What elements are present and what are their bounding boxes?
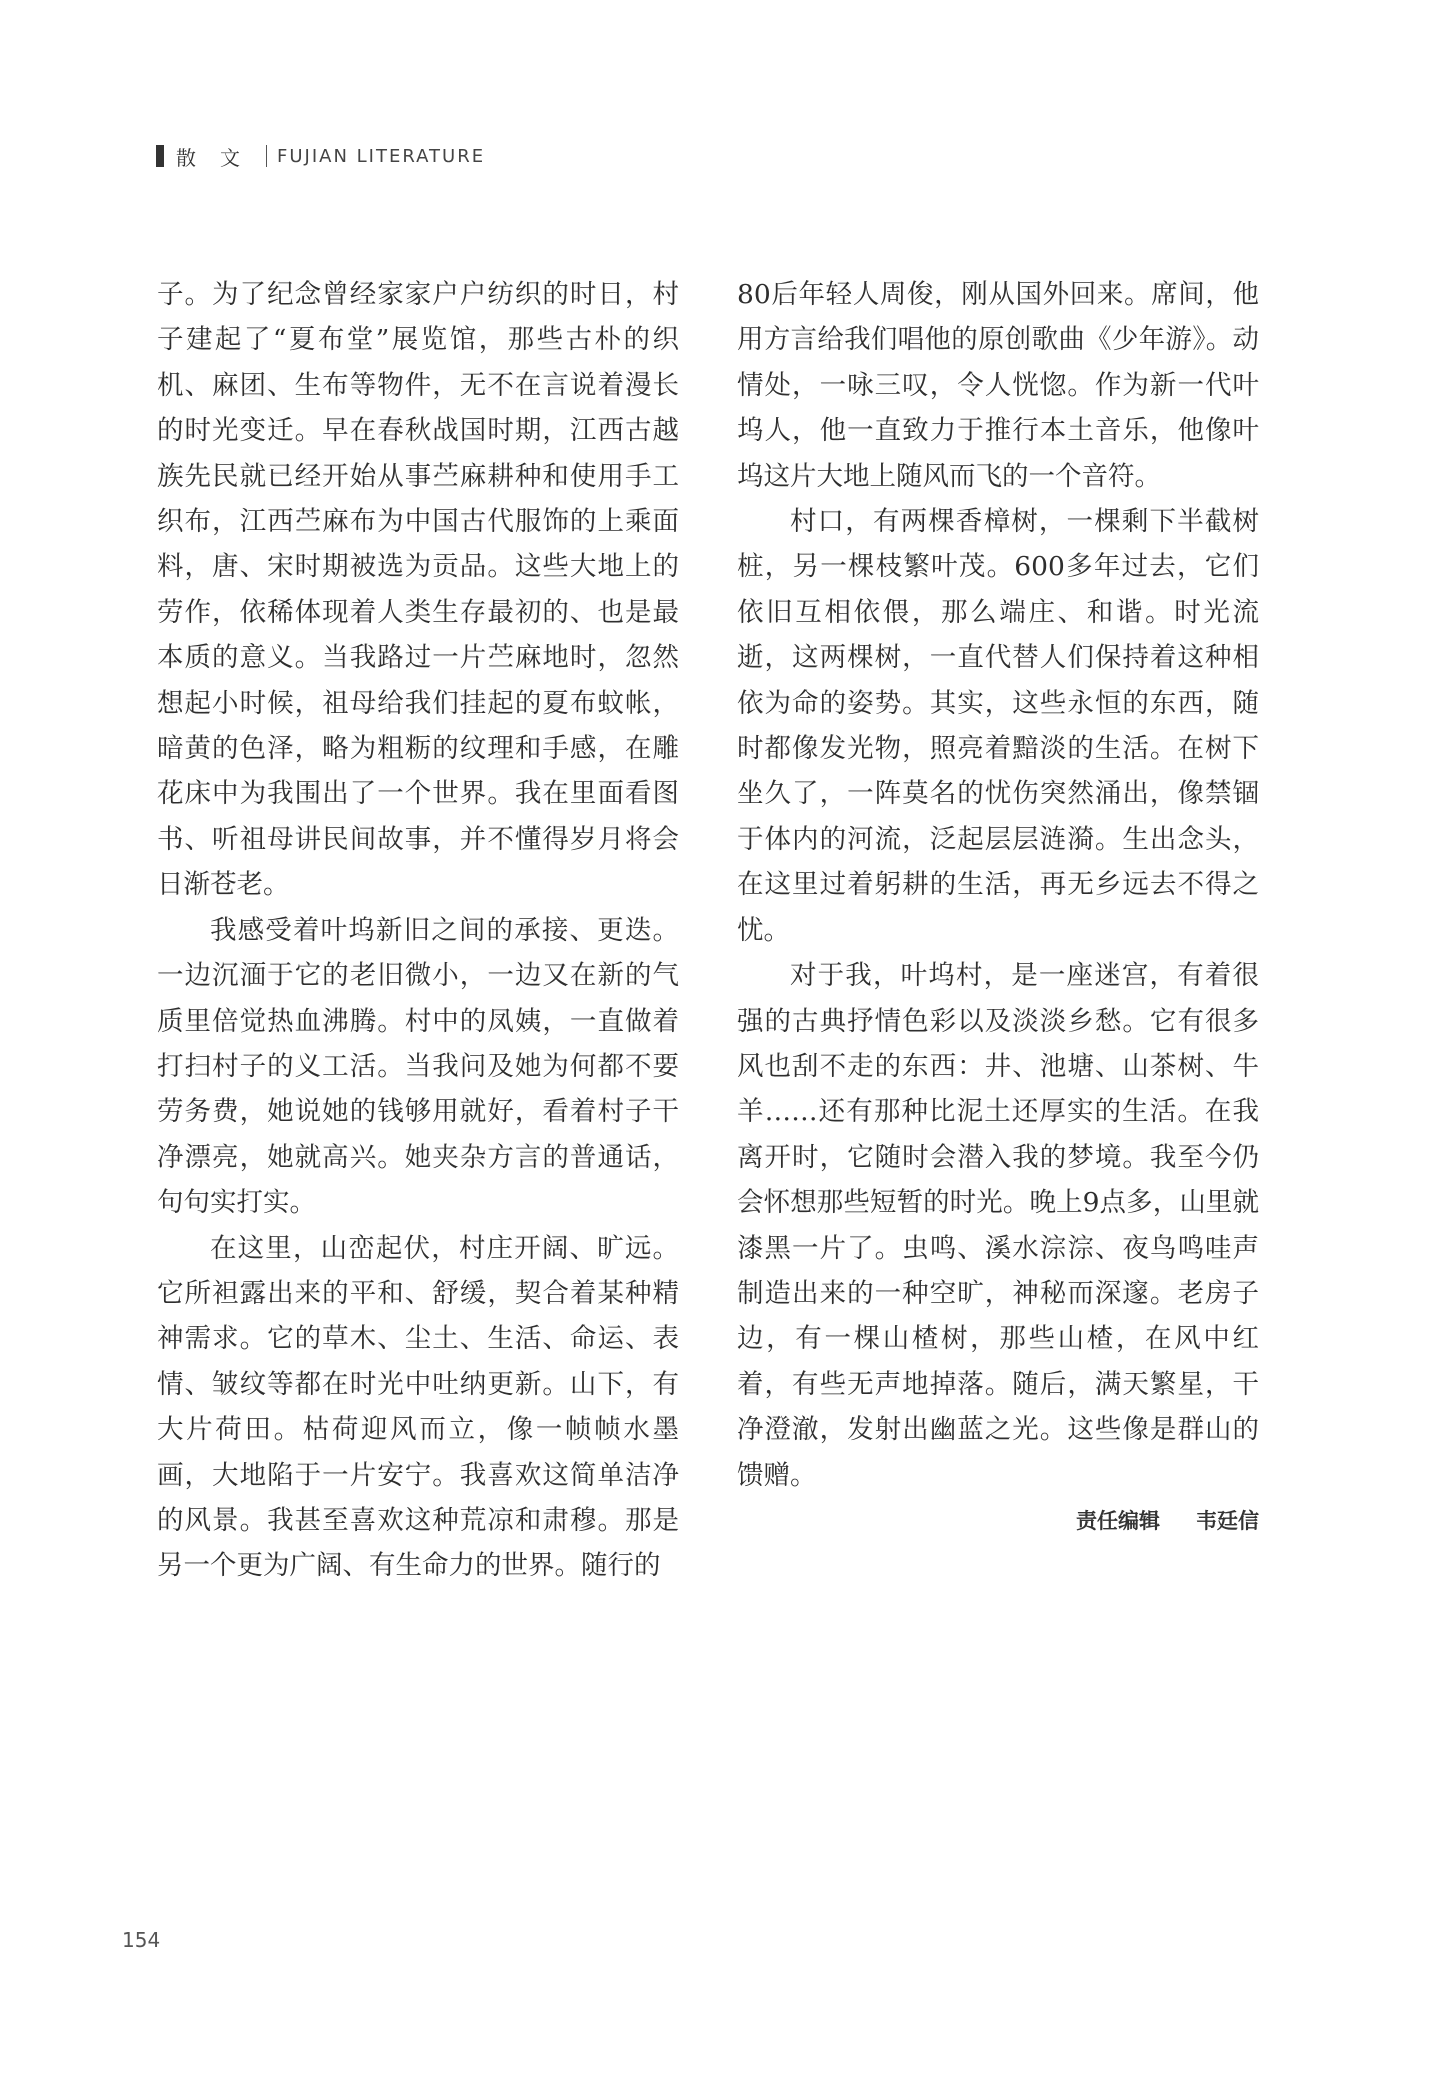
page-number: 154 bbox=[122, 1928, 161, 1952]
right-column bbox=[737, 272, 1259, 1542]
running-header bbox=[156, 140, 485, 172]
paragraph: 80后年轻人周俊，刚从国外回来。席间，他用方言给我们唱他的原创歌曲《少年游》。动情处，一咏三叹，令人恍惚。作为新一代叶坞人，他一直致力于推行本土音乐，他像叶坞这片大地上随风而飞的一个音符。 bbox=[737, 279, 1259, 492]
paragraph: 对于我，叶坞村，是一座迷宫，有着很强的古典抒情色彩以及淡淡乡愁。它有很多风也刮不走的东西：井、池塘、山茶树、牛羊……还有那种比泥土还厚实的生活。在我离开时，它随时会潜入我的梦境。我至今仍会怀想那些短暂的时光。晚上9点多，山里就漆黑一片了。虫鸣、溪水淙淙、夜鸟鸣哇声制造出来的一种空旷，神秘而深邃。老房子边，有一棵山楂树，那些山楂，在风中红着，有些无声地掉落。随后，满天繁星，干净澄澈，发射出幽蓝之光。这些像是群山的馈赠。 bbox=[737, 960, 1259, 1491]
left-column bbox=[157, 272, 679, 1589]
editor-label: 责任编辑 bbox=[1076, 1509, 1160, 1534]
paragraph: 子。为了纪念曾经家家户户纺织的时日，村子建起了“夏布堂”展览馆，那些古朴的织机、麻团、生布等物件，无不在言说着漫长的时光变迁。早在春秋战国时期，江西古越族先民就已经开始从事苎麻耕种和使用手工织布，江西苎麻布为中国古代服饰的上乘面料，唐、宋时期被选为贡品。这些大地上的劳作，依稀体现着人类生存最初的、也是最本质的意义。当我路过一片苎麻地时，忽然想起小时候，祖母给我们挂起的夏布蚊帐，暗黄的色泽，略为粗粝的纹理和手感，在雕花床中为我围出了一个世界。我在里面看图书、听祖母讲民间故事，并不懂得岁月将会日渐苍老。 bbox=[157, 279, 679, 901]
header-marker-bar bbox=[156, 145, 164, 167]
paragraph: 我感受着叶坞新旧之间的承接、更迭。一边沉湎于它的老旧微小，一边又在新的气质里倍觉热血沸腾。村中的凤姨，一直做着打扫村子的义工活。当我问及她为何都不要劳务费，她说她的钱够用就好，看着村子干净漂亮，她就高兴。她夹杂方言的普通话，句句实打实。 bbox=[157, 914, 679, 1219]
section-name: 散文 bbox=[176, 145, 264, 170]
header-divider bbox=[266, 145, 267, 167]
editor-credit bbox=[737, 1502, 1259, 1542]
paragraph: 在这里，山峦起伏，村庄开阔、旷远。它所袒露出来的平和、舒缓，契合着某种精神需求。它的草木、尘土、生活、命运、表情、皱纹等都在时光中吐纳更新。山下，有大片荷田。枯荷迎风而立，像一帧帧水墨画，大地陷于一片安宁。我喜欢这简单洁净的风景。我甚至喜欢这种荒凉和肃穆。那是另一个更为广阔、有生命力的世界。随行的 bbox=[157, 1232, 679, 1582]
magazine-name: FUJIAN LITERATURE bbox=[277, 145, 486, 167]
paragraph: 村口，有两棵香樟树，一棵剩下半截树桩，另一棵枝繁叶茂。600多年过去，它们依旧互相依偎，那么端庄、和谐。时光流逝，这两棵树，一直代替人们保持着这种相依为命的姿势。其实，这些永恒的东西，随时都像发光物，照亮着黯淡的生活。在树下坐久了，一阵莫名的忧伤突然涌出，像禁锢于体内的河流，泛起层层涟漪。生出念头，在这里过着躬耕的生活，再无乡远去不得之忧。 bbox=[737, 506, 1259, 946]
editor-name: 韦廷信 bbox=[1196, 1509, 1259, 1534]
